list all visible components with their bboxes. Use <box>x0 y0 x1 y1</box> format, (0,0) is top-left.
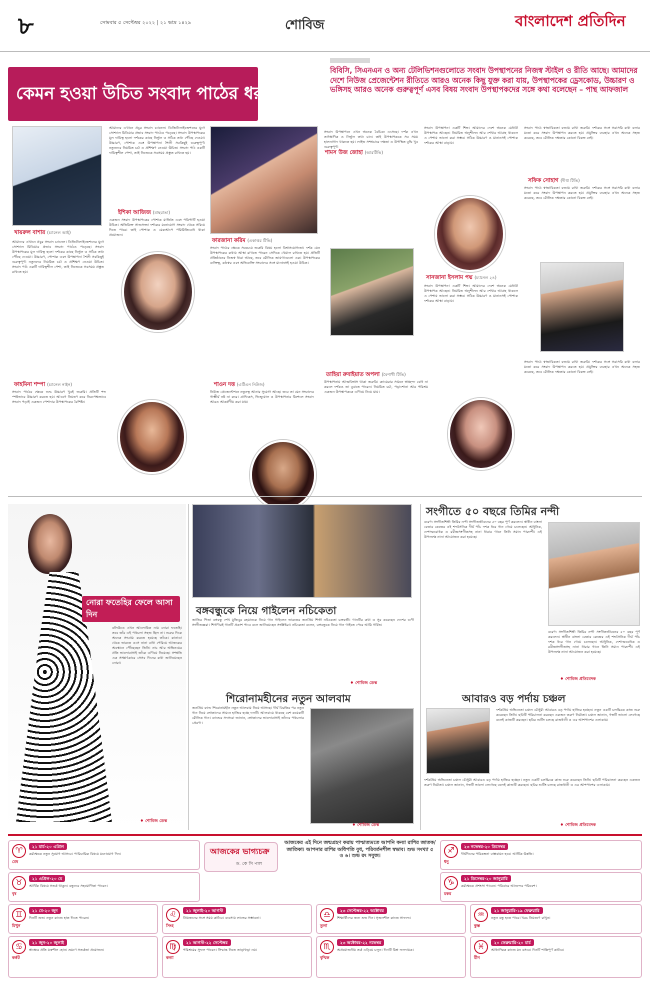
horoscope-box <box>440 840 642 870</box>
presenter-photo <box>435 196 505 272</box>
nachiketa-photo <box>192 504 412 598</box>
zodiac-date-range: ২১ জানুয়ারি-১৯ ফেব্রুয়ারি <box>491 907 543 914</box>
presenter-name: খায়রুল বাশার (চ্যানেল আই) <box>14 230 71 236</box>
presenter-photo <box>118 400 186 474</box>
horoscope-box <box>8 936 158 978</box>
zodiac-prediction: স্বাস্থ্যের প্রতি যত্নশীল হোন। ভ্রমণে সতর্কতা প্রয়োজন। <box>29 948 105 952</box>
zodiac-symbol-icon: ♉ <box>12 876 26 890</box>
presenter-quote: সংবাদ পাঠের ক্ষেত্রে শুদ্ধ উচ্চারণ খুবই জরুরি। প্রতিটি শব্দ স্পষ্টভাবে উচ্চারণ করতে হয়। আবেগ নিয়ন্ত্রণ করে নিরপেক্ষভাবে সংবাদ পড়াই একজন পেশাদার উপস্থাপকের বৈশিষ্ট্য। <box>12 390 106 404</box>
zodiac-prediction: প্রিয়জনের সঙ্গে সময় কাটবে। ব্যবসায় লাভের সম্ভাবনা। <box>183 916 261 920</box>
timir-photo <box>548 522 640 626</box>
zodiac-sign-name: মিথুন <box>12 923 21 928</box>
horoscope-box <box>470 904 642 934</box>
zodiac-symbol-icon: ♏ <box>320 940 334 954</box>
zodiac-sign-name: কুম্ভ <box>474 923 480 928</box>
horoscope-box <box>8 840 200 870</box>
presenter-quote: সংবাদ পাঠে স্বাভাবিকতা বজায় রাখা জরুরি। দর্শকের সঙ্গে সরাসরি কথা বলার মতো করে সংবাদ উপস্থাপন করতে হয়। প্রযুক্তির ব্যবহার এখন অনেক সহজ করেছে, তবে মৌলিক দক্ষতার কোনো বিকল্প নেই। <box>524 186 640 200</box>
zodiac-date-range: ২৩ অক্টোবর-২২ নভেম্বর <box>337 939 384 946</box>
presenter-name: সানজানা ইসলাম পদ্ম (চ্যানেল ২৪) <box>426 275 497 281</box>
zodiac-prediction: শিক্ষার্থীদের জন্য শুভ দিন। সৃজনশীল কাজে সাফল্য। <box>337 916 411 920</box>
presenter-photo <box>448 398 514 470</box>
zodiac-symbol-icon: ♈ <box>12 844 26 858</box>
zodiac-symbol-icon: ♓ <box>474 940 488 954</box>
zodiac-symbol-icon: ♌ <box>166 908 180 922</box>
horoscope-box <box>8 904 158 934</box>
zodiac-prediction: কর্মক্ষেত্রে নতুন সুযোগ আসবে। পারিবারিক বিষয়ে মনোযোগ দিন। <box>29 852 122 856</box>
presenter-photo <box>540 262 624 352</box>
zodiac-date-range: ২০ ফেব্রুয়ারি-২০ মার্চ <box>491 939 534 946</box>
zodiac-prediction: অপ্রয়োজনীয় তর্ক এড়িয়ে চলুন। দিনটি মিশ্র ফলদায়ক। <box>337 948 414 952</box>
zodiac-date-range: ২৩ নভেম্বর-২০ ডিসেম্বর <box>461 843 508 850</box>
presenter-quote: উপস্থাপনায় আত্মবিশ্বাস থাকা জরুরি। ক্যামেরার সামনে স্বাচ্ছন্দ্য বোধ না করলে দর্শকও তা বুঝতে পারেন। নিয়মিত চর্চা, পড়াশোনা আর পরিশ্রম একজন উপস্থাপককে এগিয়ে নিয়ে যায়। <box>324 380 428 394</box>
nora-credit: ♦ শোবিজ ডেস্ক <box>140 818 168 823</box>
zodiac-symbol-icon: ♑ <box>444 876 458 890</box>
horoscope-box <box>162 904 312 934</box>
presenter-photo <box>210 126 318 234</box>
nachiketa-credit: ♦ শোবিজ ডেস্ক <box>350 680 378 685</box>
section-title: শোবিজ <box>285 18 325 33</box>
zodiac-symbol-icon: ♋ <box>12 940 26 954</box>
zodiac-date-range: ২১ ডিসেম্বর-২০ জানুয়ারি <box>461 875 511 882</box>
zodiac-sign-name: মেষ <box>12 859 19 864</box>
presenter-quote: নিউজ প্রেজেন্টেশনে নতুনত্ব আনার সুযোগ আছে। তবে তা যেন সংবাদের গাম্ভীর্য নষ্ট না করে। গ্রাফিকস, ভিজ্যুয়াল ও উপস্থাপনার মিশেলে সংবাদ আরও আকর্ষণীয় করা যায়। <box>210 390 314 404</box>
presenter-quote: সংবাদ উপস্থাপনে এখন অনেক বৈচিত্র্য এসেছে। দর্শক এখন তাৎক্ষণিক ও নির্ভুল তথ্য চান। তাই উপস্থাপককে সব সময় হালনাগাদ থাকতে হয়। লাইভ সম্প্রচারে দক্ষতা ও উপস্থিত বুদ্ধি খুব গুরুত্বপূর্ণ। <box>324 130 418 149</box>
zodiac-date-range: ২১ জুলাই-২০ আগস্ট <box>183 907 226 914</box>
zodiac-sign-name: সিংহ <box>166 923 174 928</box>
shironamhin-photo <box>310 708 414 824</box>
presenter-quote: একজন সংবাদ উপস্থাপকের পোশাক মার্জিত এবং পরিপাটি হওয়া উচিত। অতিরিক্ত সাজসজ্জা দর্শকের মনোযোগ সংবাদ থেকে সরিয়ে দিতে পারে। তাই পোশাক ও মেকআপে পরিমিতিবোধ থাকা প্রয়োজন। <box>109 218 205 237</box>
decorative-strip <box>330 58 370 63</box>
zodiac-prediction: দিনটি শুভ। নতুন কাজে হাত দিতে পারেন। <box>29 916 90 920</box>
zodiac-sign-name: তুলা <box>320 923 328 928</box>
zodiac-date-range: ২১ মে-২০ জুন <box>29 907 61 914</box>
horoscope-intro: আজকের এই দিনে জন্মগ্রহণ করায় পাশ্চাত্যমতে আপনি কন্যা রাশির জাতক/জাতিকা। আপনার রাশির অধিপতি বুধ, পরিবর্তনশীল স্বভাব। শুভ সংখ্যা ৫ ও ৬। শুভ রং সবুজ। <box>284 840 436 859</box>
zodiac-sign-name: বৃষ <box>12 891 17 896</box>
zodiac-symbol-icon: ♍ <box>166 940 180 954</box>
divider <box>8 496 642 497</box>
lead-headline-banner <box>8 67 274 121</box>
presenter-name: সফিক সোহাগ (দীপ্ত টিভি) <box>528 178 580 184</box>
zodiac-prediction: কর্মক্ষেত্রে প্রশংসা পাবেন। পরিবারে আনন্দের পরিবেশ। <box>461 884 537 888</box>
zodiac-date-range: ২১ জুন-২০ জুলাই <box>29 939 67 946</box>
presenter-name: ফাহমিনা শম্পা (চ্যানেল নাইন) <box>14 382 73 388</box>
zodiac-date-range: ২১ আগস্ট-২২ সেপ্টেম্বর <box>183 939 231 946</box>
zodiac-prediction: আর্থিক বিষয়ে সতর্ক থাকুন। বন্ধুদের সহযোগিতা পাবেন। <box>29 884 108 888</box>
zodiac-sign-name: কর্কট <box>12 955 20 960</box>
article-body: সংবাদ পাঠে স্বাভাবিকতা বজায় রাখা জরুরি। দর্শকের সঙ্গে সরাসরি কথা বলার মতো করে সংবাদ উপস্থাপন করতে হয়। প্রযুক্তির ব্যবহার এখন অনেক সহজ করেছে, তবে মৌলিক দক্ষতার কোনো বিকল্প নেই। <box>524 360 640 374</box>
horoscope-box <box>316 936 466 978</box>
zodiac-sign-name: ধনু <box>444 859 449 864</box>
presenter-name: তাহিয়া রুবাইয়াত অপলা (বৈশাখী টিভি) <box>326 372 406 378</box>
horoscope-box <box>8 872 200 902</box>
zodiac-sign-name: বৃশ্চিক <box>320 955 330 960</box>
shironamhin-credit: ♦ শোবিজ ডেস্ক <box>352 822 380 827</box>
presenter-name: শাওন দত্ত (এটিএন নিউজ) <box>214 382 265 388</box>
section-rule <box>8 834 642 836</box>
horoscope-box <box>470 936 642 978</box>
zodiac-symbol-icon: ♎ <box>320 908 334 922</box>
chanchal-credit: ♦ শোবিজ প্রতিবেদক <box>560 822 596 827</box>
article-body: আমাদের এখানে প্রচুর সংবাদ চ্যানেল। ডিজিটালাইজেশনের যুগে সোশ্যাল মিডিয়ার প্রভাব সংবাদ পাঠেও পড়েছে। সংবাদ উপস্থাপকের মূল দায়িত্ব হলো দর্শকের কাছে নির্ভুল ও সঠিক তথ্য পৌঁছে দেওয়া। উচ্চারণ, পোশাক এবং উপস্থাপনা শৈলী সবকিছুই গুরুত্বপূর্ণ। নতুনদের নিয়মিত চর্চা ও প্রশিক্ষণ নেওয়া উচিত। সংবাদ পাঠ একটি দায়িত্বশীল পেশা, তাই নিজেকে সবসময় প্রস্তুত রাখতে হয়। <box>109 126 205 155</box>
horoscope-author: ড. কে সি পাল <box>236 862 262 867</box>
lead-intro: বিবিসি, সিএনএন ও অন্য টেলিভিশনগুলোতে সংবাদ উপস্থাপনের নিজস্ব স্টাইল ও রীতি আছে। আমাদের দেশে নিউজ প্রেজেন্টেশন রীতিতে আরও অনেক কিছু যুক্ত করা যায়, উপস্থাপকের ড্রেসকোড, উচ্চারণ ও ভঙ্গিসহ আরও অনেক গুরুত্বপূর্ণ এসব বিষয় সংবাদ উপস্থাপকদের সঙ্গে কথা বলেছেন – পান্থ আফজাল <box>330 66 638 94</box>
timir-body-continued: বরেণ্য সংগীতশিল্পী তিমির নন্দী সংগীতজীবনের ৫০ বছর পূর্ণ করলেন। স্বাধীন বাংলা বেতার কেন্দ্রের এই শব্দসৈনিক দীর্ঘ পাঁচ দশক ধরে গান গেয়ে চলেছেন। আধুনিক, দেশাত্মবোধক ও রবীন্দ্রসংগীতসহ নানা ধারার গানে তিনি সমান পারদর্শী। এই উপলক্ষে নানা আয়োজন করা হয়েছে। <box>548 630 640 654</box>
nachiketa-headline: বঙ্গবন্ধুকে নিয়ে গাইলেন নচিকেতা <box>196 605 337 617</box>
presenter-quote: সংবাদ পাঠের ক্ষেত্রে সবচেয়ে জরুরি বিষয় হলো বিশ্বাসযোগ্যতা। দর্শক যেন উপস্থাপকের কথায় আস্থা রাখতে পারেন সেদিকে খেয়াল রাখতে হয়। প্রতিটি প্রতিষ্ঠানের নিজস্ব ধারা আছে, তবে মৌলিক জায়গাগুলো এক। উপস্থাপকের ব্যক্তিত্ব, কণ্ঠস্বর এবং অভিব্যক্তি সংবাদের সঙ্গে মানানসই হওয়া উচিত। <box>210 246 320 265</box>
zodiac-prediction: দীর্ঘদিনের পরিকল্পনা বাস্তবায়ন হবে। আর্থিক উন্নতি। <box>461 852 534 856</box>
zodiac-prediction: আধ্যাত্মিক কাজে মন বসবে। দিনটি শান্তিপূর্ণ কাটবে। <box>491 948 565 952</box>
presenter-quote: আমাদের এখানে প্রচুর সংবাদ চ্যানেল। ডিজিটালাইজেশনের যুগে সোশ্যাল মিডিয়ার প্রভাব সংবাদ পাঠেও পড়েছে। সংবাদ উপস্থাপকের মূল দায়িত্ব হলো দর্শকের কাছে নির্ভুল ও সঠিক তথ্য পৌঁছে দেওয়া। উচ্চারণ, পোশাক এবং উপস্থাপনা শৈলী সবকিছুই গুরুত্বপূর্ণ। নতুনদের নিয়মিত চর্চা ও প্রশিক্ষণ নেওয়া উচিত। সংবাদ পাঠ একটি দায়িত্বশীল পেশা, তাই নিজেকে সবসময় প্রস্তুত রাখতে হয়। <box>12 240 104 274</box>
horoscope-box <box>162 936 312 978</box>
newspaper-logo[interactable]: বাংলাদেশ প্রতিদিন <box>515 12 626 30</box>
article-body: সংবাদ উপস্থাপনা একটি শিল্প। আমাদের দেশে অনেক মেধাবী উপস্থাপক আছেন। নিয়মিত অনুশীলন আর শেখার আগ্রহ থাকলে এ পেশায় ভালো করা সম্ভব। সঠিক উচ্চারণ ও মানানসই পোশাক দর্শকের আস্থা বাড়ায়। <box>424 126 518 145</box>
article-body: সংবাদ পাঠে স্বাভাবিকতা বজায় রাখা জরুরি। দর্শকের সঙ্গে সরাসরি কথা বলার মতো করে সংবাদ উপস্থাপন করতে হয়। প্রযুক্তির ব্যবহার এখন অনেক সহজ করেছে, তবে মৌলিক দক্ষতার কোনো বিকল্প নেই। <box>524 126 640 140</box>
lead-headline: কেমন হওয়া উচিত সংবাদ পাঠের ধরন <box>16 84 274 104</box>
zodiac-sign-name: মীন <box>474 955 480 960</box>
chanchal-photo <box>426 708 490 774</box>
column-rule <box>188 504 189 830</box>
zodiac-symbol-icon: ♊ <box>12 908 26 922</box>
presenter-name: ইশিকা আজিজ (মাছরাঙা) <box>118 210 170 216</box>
page-number: ৮ <box>18 11 34 40</box>
column-rule <box>420 504 421 830</box>
zodiac-date-range: ২১ এপ্রিল-২০ মে <box>29 875 65 882</box>
presenter-name: ফারজানা করিম (একাত্তর টিভি) <box>212 238 273 244</box>
nachiketa-body: জাতির পিতা বঙ্গবন্ধু শেখ মুজিবুর রহমানকে নিয়ে গান গাইলেন ভারতের জনপ্রিয় শিল্পী নচিকেতা চক্রবর্তী। গানটির কথা ও সুর করেছেন দেশের গুণী সংগীতজ্ঞরা। শিগগিরই গানটি প্রকাশ পাবে বলে জানিয়েছেন সংশ্লিষ্টরা। নচিকেতা বলেন, বঙ্গবন্ধুকে নিয়ে গান গাইতে পেরে আমি গর্বিত। <box>192 618 414 627</box>
timir-credit: ♦ শোবিজ প্রতিবেদক <box>560 676 596 681</box>
horoscope-box <box>440 872 642 902</box>
chanchal-body: দর্শকপ্রিয় অভিনেতা চঞ্চল চৌধুরী আবারও বড় পর্দায় হাজির হচ্ছেন। নতুন একটি চলচ্চিত্রে কাজ শুরু করেছেন তিনি। ছবিটি পরিচালনা করছেন একজন তরুণ নির্মাতা। চঞ্চল জানান, গল্পটি ভালো লেগেছে বলেই কাজটি করছেন। ছবির শুটিং চলছে রাজধানী ও এর আশপাশের এলাকায়। <box>496 708 640 722</box>
shironamhin-body: জনপ্রিয় ব্যান্ড শিরোনামহীন নতুন আলবাম নিয়ে আসছে। দীর্ঘ বিরতির পর নতুন গান নিয়ে শ্রোতাদের সামনে হাজির হচ্ছে দলটি। আলবামে থাকছে বেশ কয়েকটি মৌলিক গান। ব্যান্ডের সদস্যরা জানান, শ্রোতাদের ভালোবাসাই তাঁদের পথচলার প্রেরণা। <box>192 706 304 725</box>
nora-headline: নোরা ফতেহির ফেলে আসা দিন <box>82 596 180 622</box>
presenter-photo <box>330 248 414 336</box>
zodiac-date-range: ২১ মার্চ-২০ এপ্রিল <box>29 843 67 850</box>
presenter-name: শামস উজ জোহা (আরটিভি) <box>325 150 383 156</box>
zodiac-sign-name: কন্যা <box>166 955 174 960</box>
horoscope-title: আজকের ভাগ্যচক্র <box>210 847 270 856</box>
presenter-photo <box>250 440 316 510</box>
chanchal-headline: আবারও বড় পর্দায় চঞ্চল <box>462 693 566 705</box>
zodiac-symbol-icon: ♒ <box>474 908 488 922</box>
horoscope-box <box>316 904 466 934</box>
date-line: সোমবার ৫ সেপ্টেম্বর ২০২২ | ২১ ভাদ্র ১৪২৯ <box>100 20 192 26</box>
presenter-quote: সংবাদ উপস্থাপনা একটি শিল্প। আমাদের দেশে অনেক মেধাবী উপস্থাপক আছেন। নিয়মিত অনুশীলন আর শেখার আগ্রহ থাকলে এ পেশায় ভালো করা সম্ভব। সঠিক উচ্চারণ ও মানানসই পোশাক দর্শকের আস্থা বাড়ায়। <box>424 284 518 303</box>
zodiac-symbol-icon: ♐ <box>444 844 458 858</box>
shironamhin-headline: শিরোনামহীনের নতুন আলবাম <box>226 693 351 705</box>
nora-body: বলিউডে এখন আলোচিত নাম নোরা ফতেহি। তবে তাঁর এই পথচলা সহজ ছিল না। শুরুর দিকে অনেক সংগ্রাম করতে হয়েছে তাঁকে। কানাডা থেকে ভারতে এসে নানা বাধা পেরিয়ে আজকের অবস্থানে পৌঁছেছেন তিনি। নাচ আর অভিনয়ের প্রতি ভালোবাসাই তাঁকে এগিয়ে নিয়েছে। সম্প্রতি এক সাক্ষাৎকারে সেসব দিনের কথা জানিয়েছেন নোরা। <box>112 626 182 665</box>
presenter-photo <box>12 126 102 226</box>
zodiac-prediction: পরিশ্রমের সুফল পাবেন। সিদ্ধান্ত নিতে তাড়াহুড়া নয়। <box>183 948 258 952</box>
zodiac-prediction: নতুন বন্ধু হতে পারে। খরচ নিয়ন্ত্রণে রাখুন। <box>491 916 551 920</box>
timir-body: বরেণ্য সংগীতশিল্পী তিমির নন্দী সংগীতজীবনের ৫০ বছর পূর্ণ করলেন। স্বাধীন বাংলা বেতার কেন্দ্রের এই শব্দসৈনিক দীর্ঘ পাঁচ দশক ধরে গান গেয়ে চলেছেন। আধুনিক, দেশাত্মবোধক ও রবীন্দ্রসংগীতসহ নানা ধারার গানে তিনি সমান পারদর্শী। এই উপলক্ষে নানা আয়োজন করা হয়েছে। <box>424 520 542 539</box>
nora-portrait <box>28 514 72 574</box>
chanchal-body-continued: দর্শকপ্রিয় অভিনেতা চঞ্চল চৌধুরী আবারও বড় পর্দায় হাজির হচ্ছেন। নতুন একটি চলচ্চিত্রে কাজ শুরু করেছেন তিনি। ছবিটি পরিচালনা করছেন একজন তরুণ নির্মাতা। চঞ্চল জানান, গল্পটি ভালো লেগেছে বলেই কাজটি করছেন। ছবির শুটিং চলছে রাজধানী ও এর আশপাশের এলাকায়। <box>424 778 640 787</box>
zodiac-date-range: ২৩ সেপ্টেম্বর-২২ অক্টোবর <box>337 907 387 914</box>
zodiac-sign-name: মকর <box>444 891 452 896</box>
timir-headline: সংগীতে ৫০ বছরে তিমির নন্দী <box>426 505 560 518</box>
